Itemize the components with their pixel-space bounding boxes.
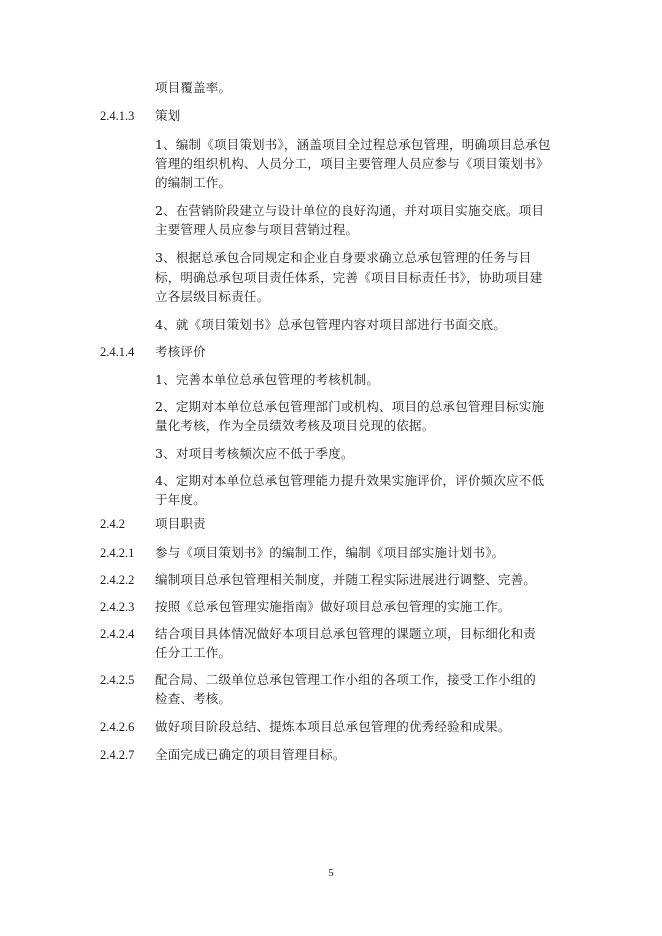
section-heading: 项目职责	[155, 516, 206, 531]
text-line: 1、编制《项目策划书》，涵盖项目全过程总承包管理，明确项目总承包	[155, 137, 551, 152]
text-line: 任分工工作。	[155, 645, 232, 660]
text-line: 2、定期对本单位总承包管理部门或机构、项目的总承包管理目标实施	[155, 399, 545, 414]
section-number: 2.4.2.5	[100, 673, 135, 687]
page-number: 5	[328, 867, 334, 879]
text-line: 4、定期对本单位总承包管理能力提升效果实施评价，评价频次应不低	[155, 473, 545, 488]
section-number: 2.4.1.4	[100, 345, 135, 359]
section-number: 2.4.2.2	[100, 573, 135, 587]
section-number: 2.4.2.7	[100, 748, 135, 762]
text-line: 管理的组织机构、人员分工，项目主要管理人员应参与《项目策划书》	[155, 156, 549, 171]
text-line: 4、就《项目策划书》总承包管理内容对项目部进行书面交底。	[155, 317, 507, 332]
section-heading: 策划	[155, 108, 181, 123]
section-number: 2.4.2.4	[100, 627, 135, 641]
text-line: 立各层级目标责任。	[155, 289, 270, 304]
text-line: 主要管理人员应参与项目营销过程。	[155, 222, 359, 237]
text-line: 量化考核，作为全员绩效考核及项目兑现的依据。	[155, 418, 435, 433]
text-line: 按照《总承包管理实施指南》做好项目总承包管理的实施工作。	[155, 599, 511, 614]
text-line: 2、在营销阶段建立与设计单位的良好沟通，并对项目实施交底。项目	[155, 203, 545, 218]
section-number: 2.4.2.3	[100, 600, 135, 614]
text-line: 配合局、二级单位总承包管理工作小组的各项工作，接受工作小组的	[155, 672, 537, 687]
text-line: 全面完成已确定的项目管理目标。	[155, 747, 346, 762]
section-number: 2.4.2.1	[100, 546, 135, 560]
text-line: 3、根据总承包合同规定和企业自身要求确立总承包管理的任务与目	[155, 250, 532, 265]
section-heading: 考核评价	[155, 344, 206, 359]
text-line: 于年度。	[155, 492, 206, 507]
section-number: 2.4.2	[100, 517, 125, 531]
section-number: 2.4.2.6	[100, 720, 135, 734]
text-line: 参与《项目策划书》的编制工作，编制《项目部实施计划书》。	[155, 545, 505, 560]
text-line: 的编制工作。	[155, 175, 232, 190]
text-line: 3、对项目考核频次应不低于季度。	[155, 446, 354, 461]
text-line: 做好项目阶段总结、提炼本项目总承包管理的优秀经验和成果。	[155, 719, 511, 734]
text-line: 标，明确总承包项目责任体系，完善《项目目标责任书》，协助项目建	[155, 270, 543, 285]
text-line: 1、完善本单位总承包管理的考核机制。	[155, 372, 380, 387]
text-line: 检查、考核。	[155, 691, 232, 706]
section-number: 2.4.1.3	[100, 109, 135, 123]
text-line: 结合项目具体情况做好本项目总承包管理的课题立项，目标细化和责	[155, 626, 537, 641]
text-line: 项目覆盖率。	[155, 80, 232, 95]
text-line: 编制项目总承包管理相关制度，并随工程实际进展进行调整、完善。	[155, 572, 537, 587]
